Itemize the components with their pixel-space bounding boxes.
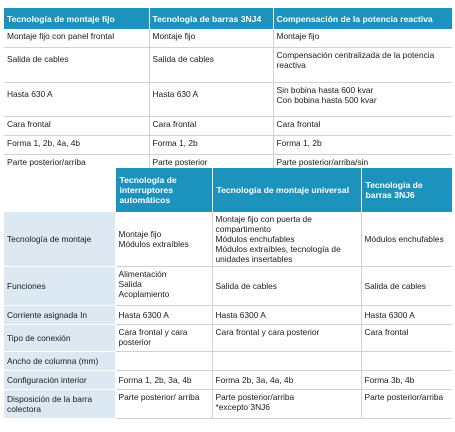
cell-line: Módulos enchufables	[364, 234, 444, 244]
table-cell: Compensación centralizada de la potencia reactiva	[273, 48, 452, 83]
table-cell: Montaje fijo	[273, 29, 452, 48]
table-cell	[212, 352, 361, 371]
cell-line: Sin bobina hasta 600 kvar	[276, 85, 374, 95]
table-cell: Montaje fijo	[149, 29, 273, 48]
table-cell: Forma 2b, 3a, 4a, 4b	[212, 371, 361, 390]
table-cell: Forma 1, 2b, 4a, 4b	[4, 136, 149, 155]
table-cell: Cara frontal y cara posterior	[212, 325, 361, 352]
row-header: Funciones	[4, 267, 115, 306]
cell-line: Módulos extraíbles, tecnología de unidades insertables	[215, 244, 341, 264]
table-cell: Forma 1, 2b, 3a, 4b	[115, 371, 212, 390]
table-row	[4, 390, 452, 419]
table-cell: Montaje fijo con panel frontal	[4, 29, 149, 48]
table-cell	[273, 83, 452, 117]
table-row	[4, 136, 452, 155]
cell-line: Salida	[118, 279, 142, 289]
table-row	[4, 352, 452, 371]
table-row	[4, 48, 452, 83]
cell-line: Módulos extraíbles	[118, 239, 189, 249]
row-header: Ancho de columna (mm)	[4, 352, 115, 371]
table-cell: Salida de cables	[212, 267, 361, 306]
column-header: Tecnología de montaje fijo	[4, 8, 149, 29]
cell-line: *excepto 3NJ6	[215, 402, 270, 412]
cell-line: Acoplamiento	[118, 289, 170, 299]
table-cell: Hasta 630 A	[4, 83, 149, 117]
table-row	[4, 325, 452, 352]
table-cell: Salida de cables	[4, 48, 149, 83]
cell-line: Montaje fijo con puerta de compartimento	[215, 214, 312, 234]
table-cell: Hasta 6300 A	[115, 306, 212, 325]
table-cell: Forma 1, 2b	[273, 136, 452, 155]
table-row	[4, 371, 452, 390]
table-cell: Parte posterior/arriba/sin	[273, 155, 452, 174]
table-cell	[361, 212, 452, 267]
table-cell: Cara frontal	[361, 325, 452, 352]
cell-line: Montaje fijo	[118, 229, 162, 239]
column-header: Tecnología de barras 3NJ4	[149, 8, 273, 29]
mounting-technology-table-1	[4, 8, 452, 174]
table-cell: Forma 1, 2b	[149, 136, 273, 155]
table-row	[4, 117, 452, 136]
row-header: Configuración interior	[4, 371, 115, 390]
table-row	[4, 267, 452, 306]
table-cell: Hasta 630 A	[149, 83, 273, 117]
column-header: Tecnología de barras 3NJ6	[361, 168, 452, 212]
table-cell	[115, 212, 212, 267]
table-cell: Parte posterior	[149, 155, 273, 174]
column-header: Tecnología de montaje universal	[212, 168, 361, 212]
table-cell	[115, 352, 212, 371]
table-cell: Cara frontal	[4, 117, 149, 136]
row-header: Corriente asignada In	[4, 306, 115, 325]
table-cell: Cara frontal	[149, 117, 273, 136]
table-cell	[115, 267, 212, 306]
row-header: Tipo de conexión	[4, 325, 115, 352]
table-cell	[212, 212, 361, 267]
table-row	[4, 306, 452, 325]
table-cell	[212, 390, 361, 419]
table-cell: Cara frontal y cara posterior	[115, 325, 212, 352]
row-header: Disposición de la barra colectora	[4, 390, 115, 419]
table-cell	[361, 352, 452, 371]
cell-line: Alimentación	[118, 269, 167, 279]
column-header: Compensación de la potencia reactiva	[273, 8, 452, 29]
table-header-row	[4, 168, 452, 212]
column-header: Tecnología de interruptores automáticos	[115, 168, 212, 212]
cell-line: Con bobina hasta 500 kvar	[276, 95, 377, 105]
table-row	[4, 29, 452, 48]
table-row	[4, 212, 452, 267]
table-cell: Salida de cables	[361, 267, 452, 306]
cell-line: Módulos enchufables	[215, 234, 295, 244]
table-cell: Parte posterior/arriba	[4, 155, 149, 174]
table-cell: Forma 3b, 4b	[361, 371, 452, 390]
mounting-technology-table-2	[4, 168, 452, 419]
empty-header-cell	[4, 168, 115, 212]
table-row	[4, 83, 452, 117]
row-header: Tecnología de montaje	[4, 212, 115, 267]
table-header-row	[4, 8, 452, 29]
table-cell: Cara frontal	[273, 117, 452, 136]
cell-line: Parte posterior/arriba	[215, 392, 295, 402]
table-cell: Parte posterior/arriba	[361, 390, 452, 419]
table-cell: Hasta 6300 A	[212, 306, 361, 325]
table-cell: Parte posterior/ arriba	[115, 390, 212, 419]
table-cell: Hasta 6300 A	[361, 306, 452, 325]
table-cell: Salida de cables	[149, 48, 273, 83]
